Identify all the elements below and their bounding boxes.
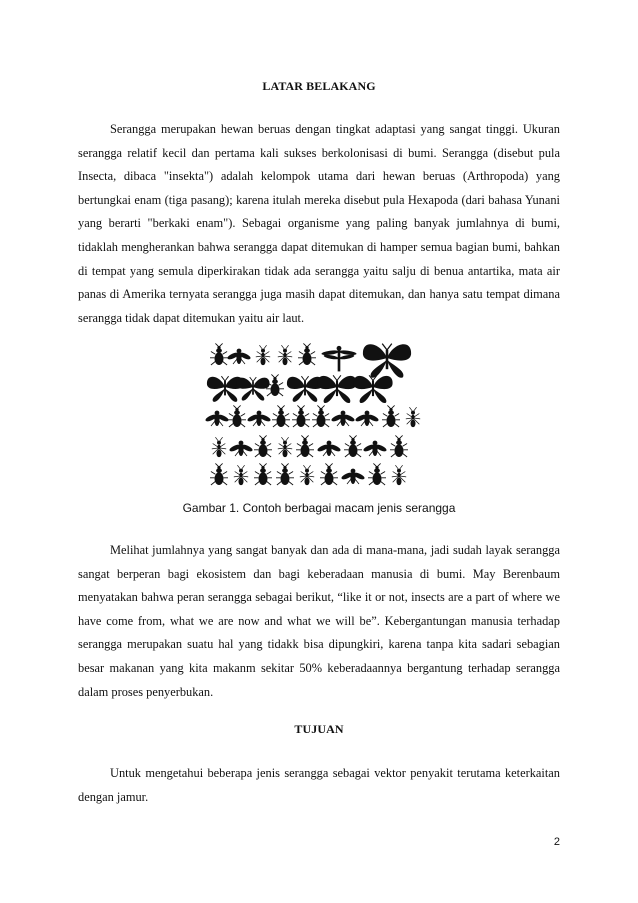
fly-icon (227, 349, 252, 364)
beetle-icon (210, 463, 228, 485)
ant-icon (278, 437, 292, 457)
fly-icon (363, 441, 388, 456)
beetle-icon (254, 463, 272, 485)
insect-silhouettes-icon (205, 342, 433, 492)
ant-icon (234, 465, 248, 485)
beetle-icon (276, 463, 294, 485)
ant-icon (278, 345, 292, 365)
fly-icon (331, 411, 356, 426)
butterfly-icon (287, 376, 323, 402)
beetle-icon (296, 435, 314, 457)
butterfly-icon (353, 375, 392, 403)
insect-figure (205, 342, 433, 492)
fly-icon (317, 441, 342, 456)
beetle-icon (272, 405, 290, 427)
beetle-icon (368, 463, 386, 485)
ant-icon (212, 437, 226, 457)
paragraph-importance: Melihat jumlahnya yang sangat banyak dan ada di mana-mana, jadi sudah layak serangga sangat berperan bagi ekosistem dan bagi keberadaan manusia di bumi. May Berenbaum menyatakan bahwa peran serangga sebagai berikut, “like it or not, insects are a part of where we have come from, what we are now and what we will be”. Kebergantungan manusia terhadap serangga merupakan suatu hal yang tidakk bisa dipungkiri, karena tanpa kita sadari sebagian besar makanan yang kita makanm sekitar 50% keberadaannya bergantung terhadap serangga dalam proses penyerbukan. (78, 543, 560, 699)
beetle-icon (320, 463, 338, 485)
paragraph-purpose: Untuk mengetahui beberapa jenis serangga sebagai vektor penyakit terutama keterkaitan dengan jamur. (78, 766, 560, 804)
beetle-icon (344, 435, 362, 457)
beetle-icon (312, 405, 330, 427)
beetle-icon (298, 343, 316, 365)
butterfly-icon (236, 377, 269, 400)
fly-icon (205, 411, 229, 426)
ant-icon (256, 345, 270, 365)
ant-icon (406, 407, 420, 427)
beetle-icon (228, 405, 246, 427)
butterfly-icon (317, 375, 356, 403)
fly-icon (229, 441, 254, 456)
heading-latar-belakang: LATAR BELAKANG (262, 79, 376, 93)
page-number: 2 (553, 836, 560, 848)
paragraph-introduction: Serangga merupakan hewan beruas dengan tingkat adaptasi yang sangat tinggi. Ukuran serangga relatif kecil dan pertama kali sukses berkolonisasi di bumi. Serangga (disebut pula Insecta, dibaca "insekta") adalah kelompok utama dari hewan beruas (Arthropoda) yang bertungkai enam (tiga pasang); karena itulah mereka disebut pula Hexapoda (dari bahasa Yunani yang berarti "berkaki enam"). Sebagai organisme yang paling banyak jumlahnya di bumi, tidaklah mengherankan bahwa serangga dapat ditemukan di hamper semua bagian bumi, bahkan di tempat yang semula diperkirakan tidak ada serangga yaitu salju di benua antartika, mata air panas di Amerika ternyata serangga juga masih dapat ditemukan, dan hanya satu tempat dimana serangga tidak dapat ditemukan yaitu air laut. (78, 122, 560, 325)
dragonfly-icon (321, 346, 357, 372)
beetle-icon (210, 343, 228, 365)
fly-icon (341, 469, 366, 484)
beetle-icon (382, 405, 400, 427)
beetle-icon (254, 435, 272, 457)
beetle-icon (390, 435, 408, 457)
ant-icon (300, 465, 314, 485)
figure-caption: Gambar 1. Contoh berbagai macam jenis serangga (182, 501, 456, 515)
butterfly-icon (363, 344, 411, 378)
beetle-icon (292, 405, 310, 427)
ant-icon (392, 465, 406, 485)
heading-tujuan: TUJUAN (294, 722, 344, 736)
fly-icon (355, 411, 380, 426)
fly-icon (247, 411, 272, 426)
